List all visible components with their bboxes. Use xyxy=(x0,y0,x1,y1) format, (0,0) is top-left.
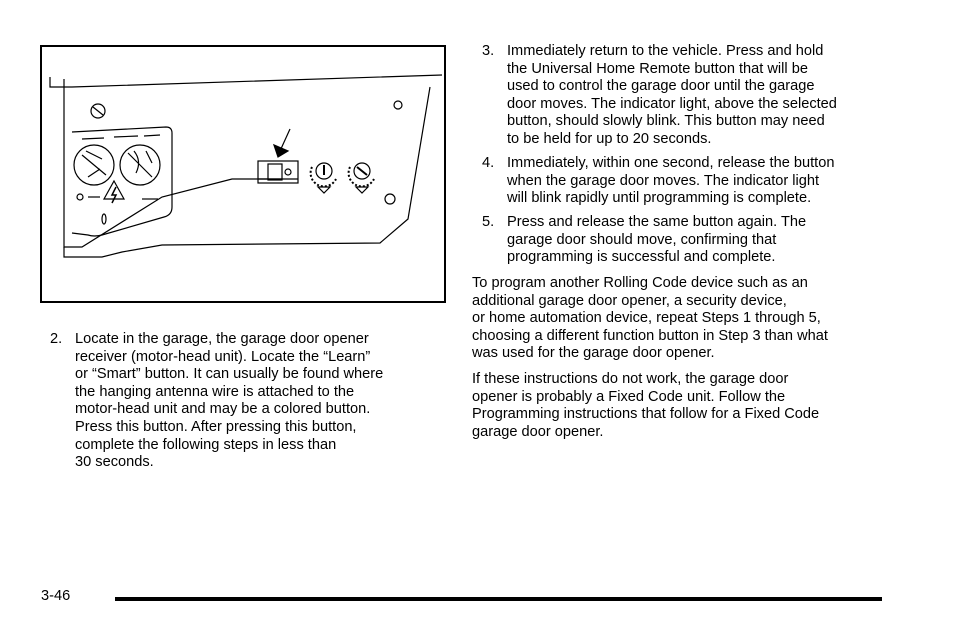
step-text-line: Press and release the same button again. The xyxy=(507,214,807,230)
garage-opener-illustration xyxy=(40,45,446,303)
step-text-line: will blink rapidly until programming is complete. xyxy=(507,190,812,207)
step-text-line: when the garage door moves. The indicator light xyxy=(507,172,820,189)
step-2 xyxy=(50,331,430,472)
paragraph-line: opener is probably a Fixed Code unit. Follow the xyxy=(472,388,786,405)
step-text-line: 30 seconds. xyxy=(75,454,154,471)
step-text-line: programming is successful and complete. xyxy=(507,249,776,266)
step-text-line: or “Smart” button. It can usually be found where xyxy=(75,366,384,383)
step-text-line: to be held for up to 20 seconds. xyxy=(507,130,712,147)
step-text-line: Press this button. After pressing this button, xyxy=(75,418,357,435)
fixed-code-paragraph xyxy=(472,371,902,441)
step-text-line: Immediately return to the vehicle. Press and hold xyxy=(507,43,824,59)
paragraph-line: additional garage door opener, a security device, xyxy=(472,292,787,309)
step-number: 5. xyxy=(482,214,495,230)
paragraph-line: or home automation device, repeat Steps 1 through 5, xyxy=(472,310,821,327)
paragraph-line: Programming instructions that follow for a Fixed Code xyxy=(472,406,820,423)
step-4 xyxy=(482,155,902,208)
step-3 xyxy=(482,43,902,149)
step-text-line: complete the following steps in less than xyxy=(75,436,337,453)
step-text-line: the hanging antenna wire is attached to the xyxy=(75,383,355,400)
step-text-line: button, should slowly blink. This button may need xyxy=(507,113,825,130)
step-text-line: motor-head unit and may be a colored button. xyxy=(75,401,371,418)
step-text-line: Immediately, within one second, release the button xyxy=(507,155,835,171)
page-number: 3-46 xyxy=(41,588,71,604)
step-text-line: door moves. The indicator light, above the selected xyxy=(507,95,837,112)
step-number: 3. xyxy=(482,43,495,59)
step-text-line: receiver (motor-head unit). Locate the “Learn” xyxy=(75,348,371,365)
rolling-code-paragraph xyxy=(472,275,902,363)
step-text-line: used to control the garage door until the garage xyxy=(507,78,815,95)
paragraph-line: To program another Rolling Code device such as an xyxy=(472,275,808,291)
step-number: 4. xyxy=(482,155,495,171)
universal-home-remote-icon xyxy=(42,47,444,301)
paragraph-line: If these instructions do not work, the garage door xyxy=(472,371,789,387)
step-text-line: the Universal Home Remote button that will be xyxy=(507,60,808,77)
paragraph-line: choosing a different function button in Step 3 than what xyxy=(472,327,828,344)
step-5 xyxy=(482,214,902,267)
step-text-line: Locate in the garage, the garage door opener xyxy=(75,331,369,347)
paragraph-line: garage door opener. xyxy=(472,423,604,440)
footer-rule xyxy=(115,597,882,601)
step-number: 2. xyxy=(50,331,63,347)
paragraph-line: was used for the garage door opener. xyxy=(472,345,715,362)
step-text-line: garage door should move, confirming that xyxy=(507,231,777,248)
